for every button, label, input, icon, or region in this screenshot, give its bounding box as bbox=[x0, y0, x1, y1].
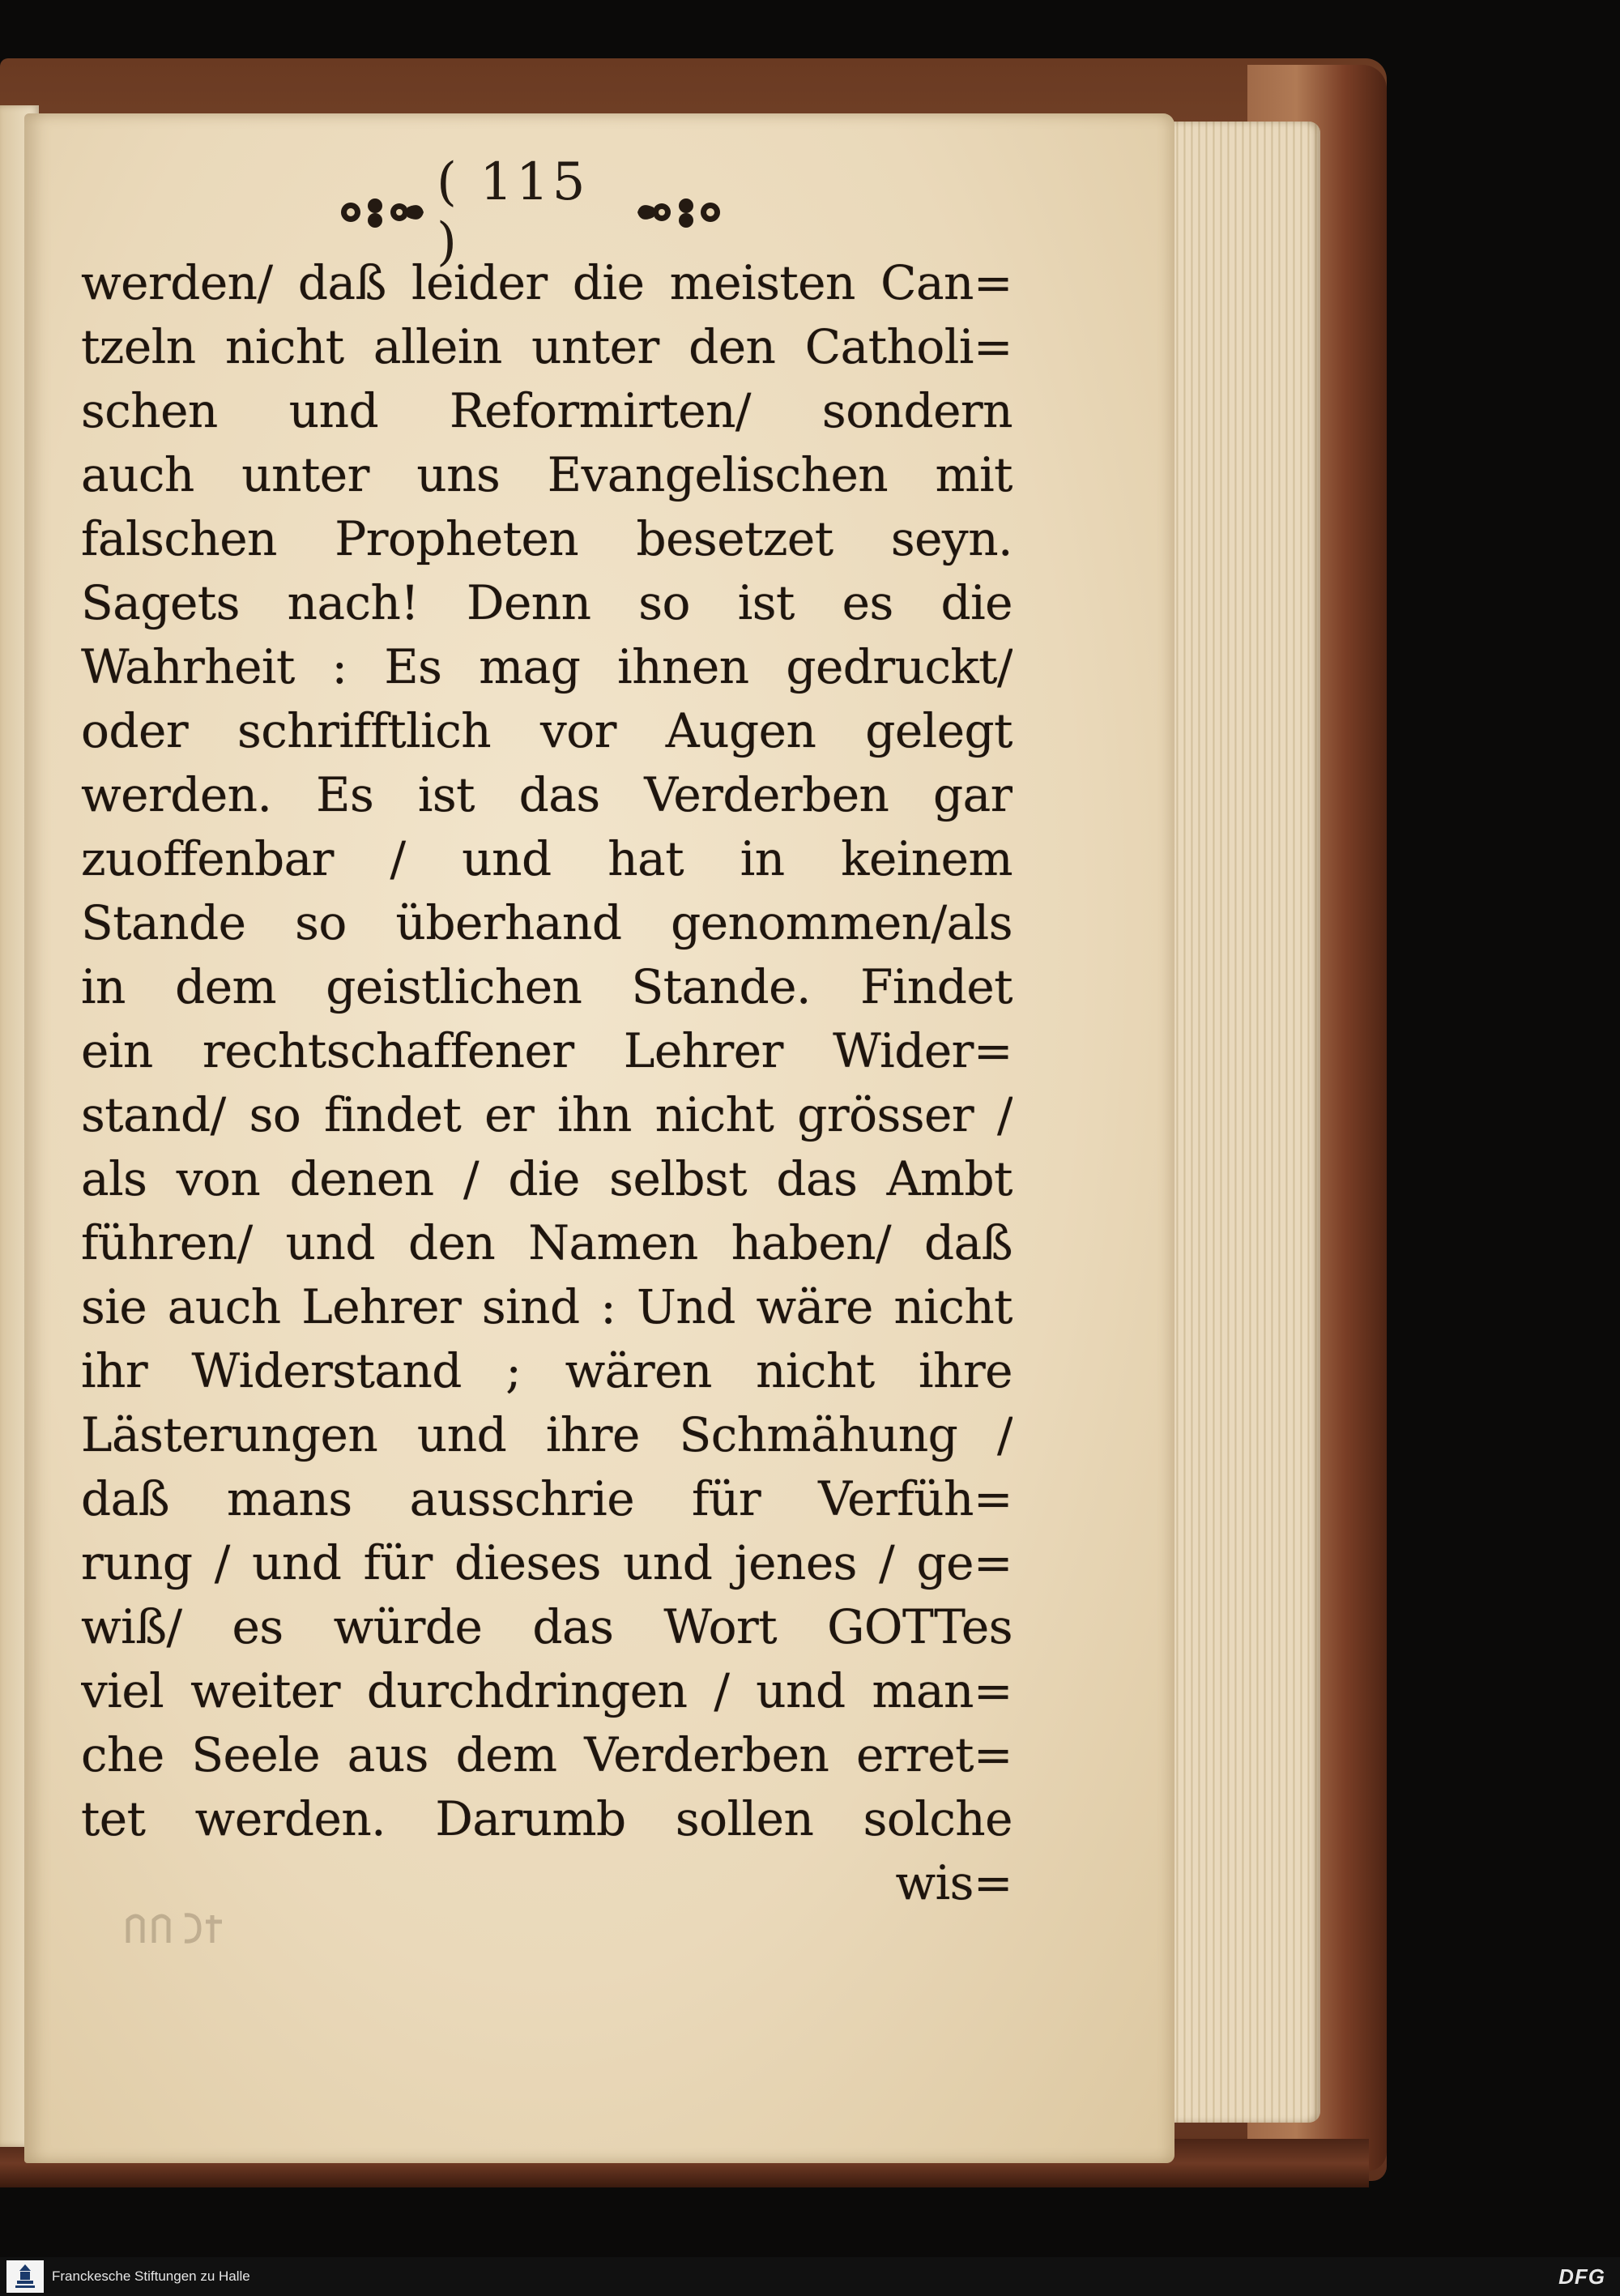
fleuron-left-icon bbox=[336, 190, 425, 235]
text-line: wiß/ es würde das Wort GOTTes bbox=[81, 1599, 1013, 1654]
page-edges bbox=[1150, 122, 1320, 2123]
text-line: Sagets nach! Denn so ist es die bbox=[81, 575, 1013, 630]
text-line: ihr Widerstand ; wären nicht ihre bbox=[81, 1343, 1013, 1398]
text-line: in dem geistlichen Stande. Findet bbox=[81, 959, 1013, 1014]
fleuron-right-icon bbox=[636, 190, 725, 235]
page-text-block bbox=[81, 251, 1013, 1915]
text-line: als von denen / die selbst das Ambt bbox=[81, 1151, 1013, 1206]
text-line: daß mans ausschrie für Verfüh= bbox=[81, 1471, 1013, 1526]
bleed-through-ink bbox=[122, 1904, 235, 1952]
footer-funder-logo[interactable]: DFG bbox=[1558, 2264, 1605, 2289]
text-line: Lästerungen und ihre Schmähung / bbox=[81, 1407, 1013, 1462]
viewer-footer bbox=[0, 2257, 1620, 2296]
text-line: tzeln nicht allein unter den Catholi= bbox=[81, 319, 1013, 374]
catchword: wis= bbox=[895, 1855, 1013, 1910]
text-line: führen/ und den Namen haben/ daß bbox=[81, 1215, 1013, 1270]
text-line: che Seele aus dem Verderben erret= bbox=[81, 1727, 1013, 1782]
institution-logo-icon[interactable] bbox=[6, 2260, 44, 2293]
footer-institution-name[interactable]: Franckesche Stiftungen zu Halle bbox=[52, 2268, 250, 2284]
footer-left bbox=[6, 2260, 250, 2293]
text-line: stand/ so findet er ihn nicht grösser / bbox=[81, 1087, 1013, 1142]
text-line: sie auch Lehrer sind : Und wäre nicht bbox=[81, 1279, 1013, 1334]
text-line: tet werden. Darumb sollen solche bbox=[81, 1791, 1013, 1846]
page-header bbox=[336, 152, 725, 272]
text-line: werden. Es ist das Verderben gar bbox=[81, 767, 1013, 822]
text-line: schen und Reformirten/ sondern bbox=[81, 383, 1013, 438]
text-line: falschen Propheten besetzet seyn. bbox=[81, 511, 1013, 566]
text-line: zuoffenbar / und hat in keinem bbox=[81, 831, 1013, 886]
text-line: oder schrifftlich vor Augen gelegt bbox=[81, 703, 1013, 758]
text-line: auch unter uns Evangelischen mit bbox=[81, 447, 1013, 502]
text-line: werden/ daß leider die meisten Can= bbox=[81, 255, 1013, 310]
page-number: ( 115 ) bbox=[437, 152, 589, 272]
text-line: Stande so überhand genommen/als bbox=[81, 895, 1013, 950]
text-line: rung / und für dieses und jenes / ge= bbox=[81, 1535, 1013, 1590]
text-line: ein rechtschaffener Lehrer Wider= bbox=[81, 1023, 1013, 1078]
text-line: viel weiter durchdringen / und man= bbox=[81, 1663, 1013, 1718]
text-line: Wahrheit : Es mag ihnen gedruckt/ bbox=[81, 639, 1013, 694]
